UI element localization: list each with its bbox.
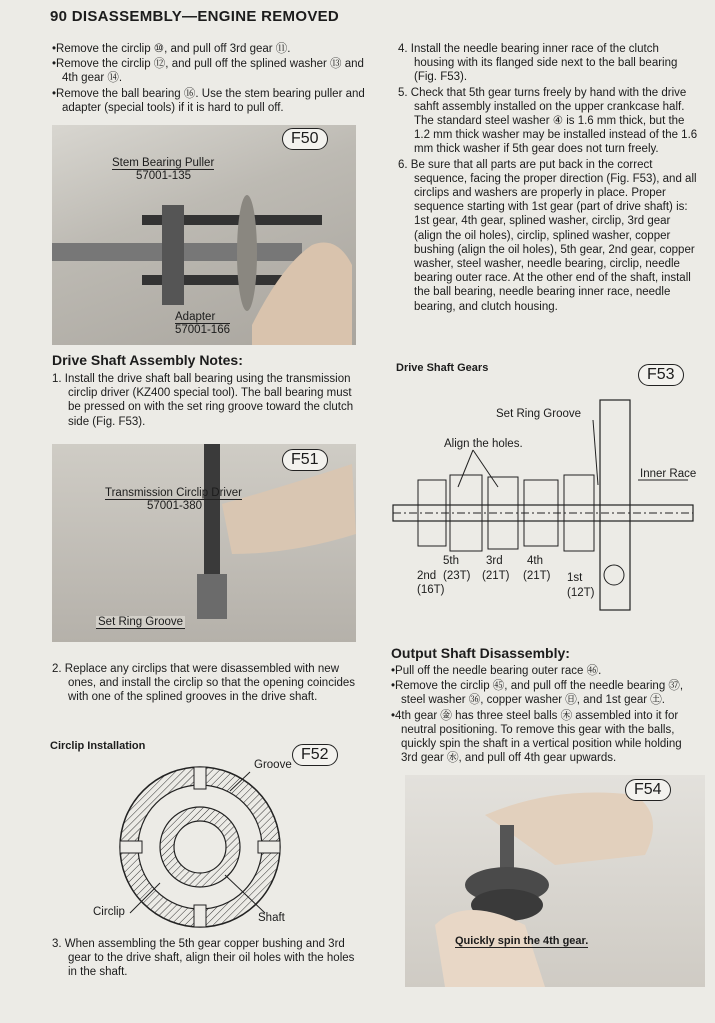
- f53-4th-teeth: (21T): [523, 570, 551, 582]
- shaft-center: [174, 821, 226, 873]
- f53-2nd-label: 2nd: [417, 570, 437, 582]
- note-1: [52, 372, 358, 430]
- spline-groove: [120, 841, 142, 853]
- callout-driver-part: 57001-380: [147, 500, 202, 512]
- figure-f50-label: F50: [282, 128, 328, 150]
- figure-f52-label: F52: [292, 744, 338, 766]
- output-bullets: [391, 664, 701, 766]
- notes-4-6: [398, 42, 700, 315]
- page-title: DISASSEMBLY—ENGINE REMOVED: [71, 8, 340, 25]
- spin-gear-illustration: [405, 775, 705, 987]
- f51-callout-driver: [105, 487, 242, 512]
- note-5-text: 5. Check that 5th gear turns freely by hand with the drive sahft assembly installed on the upper crankcase half. The standard steel washer ④ is 1.6 mm thick, but the 1.2 mm thick washer may be installed instead of the 1.6 mm thick washer if 5th gear does not turn freely.: [398, 86, 698, 156]
- f51-callout-set-ring: Set Ring Groove: [98, 616, 184, 628]
- f53-1st-label: 1st: [567, 572, 583, 584]
- f50-callout-puller: [112, 157, 214, 182]
- callout-adapter-name: Adapter: [175, 311, 230, 324]
- bullet-3: •Remove the ball bearing ⑯. Use the stem bearing puller and adapter (special tools) if it is hard to pull off.: [52, 87, 365, 114]
- note-3-text: 3. When assembling the 5th gear copper bushing and 3rd gear to the drive shaft, align their oil holes with the holes in the shaft.: [52, 938, 355, 979]
- spline-groove: [258, 841, 280, 853]
- f52-shaft-label: Shaft: [258, 912, 285, 924]
- note-3: [52, 937, 358, 981]
- f53-inner-race-label: Inner Race: [640, 468, 697, 480]
- circlip-installation-heading: Circlip Installation: [50, 740, 146, 752]
- f54-caption: Quickly spin the 4th gear.: [455, 935, 589, 947]
- circlip-diagram: [100, 755, 300, 935]
- bullet-1: •Remove the circlip ⑩, and pull off 3rd gear ⑪.: [52, 43, 291, 55]
- note-2: [52, 662, 358, 706]
- figure-f51-photo: [52, 444, 356, 642]
- page-number: 90: [50, 8, 68, 25]
- drive-shaft-notes-heading: Drive Shaft Assembly Notes:: [52, 352, 243, 368]
- out-bullet-3: •4th gear ㊎ has three steel balls ㊍ assembled into it for neutral positioning. To remove this gear with the balls, quickly spin the shaft in a vertical position while holding 3rd gear ㊌, and pull off 4th gear upwards.: [391, 709, 682, 765]
- driver-tool: [204, 444, 220, 594]
- spline-groove: [194, 905, 206, 927]
- figure-f54-label: F54: [625, 779, 671, 801]
- f53-2nd-teeth: (23T): [443, 570, 471, 582]
- output-shaft-heading: Output Shaft Disassembly:: [391, 645, 570, 661]
- drive-shaft-gears-heading: Drive Shaft Gears: [396, 362, 489, 374]
- circlip-driver-illustration: [52, 444, 356, 642]
- f50-callout-adapter: [175, 311, 230, 336]
- align-leader: [473, 450, 498, 487]
- bullet-2: •Remove the circlip ⑫, and pull off the splined washer ⑬ and 4th gear ⑭.: [52, 58, 364, 85]
- f53-set-ring-label: Set Ring Groove: [496, 408, 582, 420]
- align-leader: [458, 450, 473, 487]
- drive-shaft-gears-diagram: [388, 395, 703, 635]
- hand-shape: [222, 464, 356, 554]
- note-1-text: 1. Install the drive shaft ball bearing using the transmission circlip driver (KZ400 special tool). The ball bearing must be pressed on with the set ring groove toward the clutch side (Fig. F53).: [52, 373, 354, 428]
- note-4-text: 4. Install the needle bearing inner race of the clutch housing with its flanged side next to the ball bearing (Fig. F53).: [398, 43, 678, 84]
- f52-groove-label: Groove: [254, 759, 292, 771]
- page-header: [50, 8, 339, 25]
- callout-puller-part: 57001-135: [136, 170, 191, 182]
- f53-align-label: Align the holes.: [444, 438, 523, 450]
- f53-5th-label: 5th: [443, 555, 459, 567]
- out-bullet-2: •Remove the circlip ㊺, and pull off the needle bearing ㊲, steel washer ㊱, copper washer ㊐, and 1st gear ㊏.: [391, 680, 684, 707]
- callout-driver-name: Transmission Circlip Driver: [105, 487, 242, 499]
- bearing-shape: [237, 195, 257, 311]
- f53-2nd-teeth-b: (16T): [417, 584, 445, 596]
- ball-bearing: [197, 574, 227, 619]
- figure-f51-label: F51: [282, 449, 328, 471]
- callout-adapter-part: 57001-166: [175, 324, 230, 336]
- figure-f53-label: F53: [638, 364, 684, 386]
- callout-puller-name: Stem Bearing Puller: [112, 157, 215, 169]
- figure-f54-photo: [405, 775, 705, 987]
- out-bullet-1: •Pull off the needle bearing outer race ㊻.: [391, 665, 602, 677]
- f53-1st-teeth: (12T): [567, 587, 595, 599]
- holding-hand: [435, 910, 545, 987]
- puller-body: [162, 205, 184, 305]
- f53-3rd-teeth: (21T): [482, 570, 510, 582]
- f53-4th-label: 4th: [527, 555, 543, 567]
- note-2-text: 2. Replace any circlips that were disassembled with new ones, and install the circlip so that the opening coincides with one of the splined grooves in the drive shaft.: [52, 663, 356, 704]
- removal-bullets: [52, 42, 370, 116]
- spline-groove: [194, 767, 206, 789]
- note-6-text: 6. Be sure that all parts are put back in the correct sequence, facing the proper direction (Fig. F53), and all circlips and washers are properly in place. Proper sequence starting with 1st gear (part of drive shaft) is: 1st gear, 4th gear, splined washer, circlip, 3rd gear (align the oil holes), circlip, splined washer, copper bushing (align the oil holes), 5th gear, 2nd gear, copper washer, steel washer, needle bearing, circlip, needle bearing outer race. At the other end of the shaft, install the ball bearing, needle bearing inner race, needle bearing, and clutch housing.: [398, 158, 697, 313]
- f53-3rd-label: 3rd: [486, 555, 503, 567]
- gear-1st-circle: [604, 565, 624, 585]
- f52-circlip-label: Circlip: [93, 906, 125, 918]
